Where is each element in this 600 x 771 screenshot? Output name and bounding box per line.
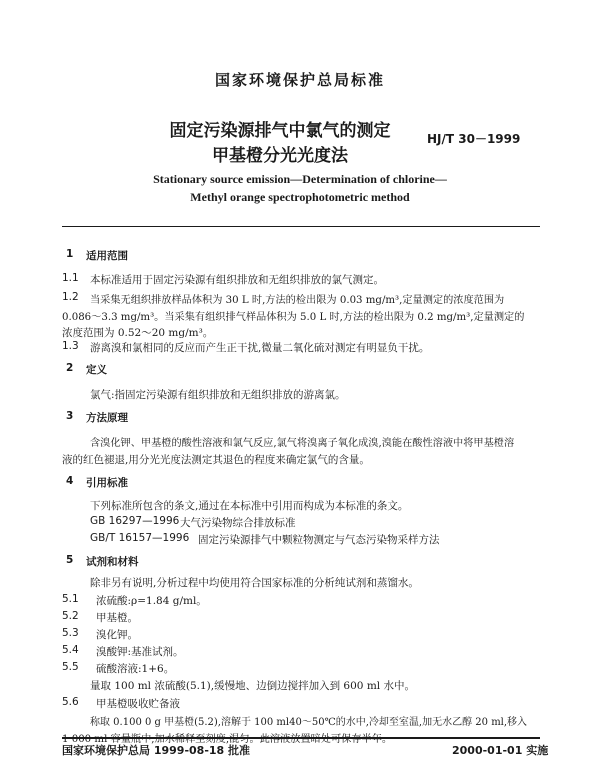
section-3-title: 方法原理 [86,412,128,424]
item-5-6-number: 5.6 [62,696,79,708]
item-1-1-number: 1.1 [62,272,79,284]
item-1-3-number: 1.3 [62,340,79,352]
item-5-4-number: 5.4 [62,644,79,656]
item-1-2-line1: 当采集无组织排放样品体积为 30 L 时,方法的检出限为 0.03 mg/m³,定量测定的浓度范围为 [90,295,505,306]
reference-2-title: 固定污染源排气中颗粒物测定与气态污染物采样方法 [198,534,440,546]
item-5-3-text: 溴化钾。 [96,629,138,641]
english-title-line2: Methyl orange spectrophotometric method [190,190,410,204]
document-title-line1: 固定污染源排气中氯气的测定 [169,121,391,141]
standard-code: HJ/T 30－1999 [427,132,521,146]
section-3-line1: 含溴化钾、甲基橙的酸性溶液和氯气反应,氯气将溴离子氧化成溴,溴能在酸性溶液中将甲基橙溶 [90,438,515,449]
item-1-1-text: 本标准适用于固定污染源有组织排放和无组织排放的氯气测定。 [90,274,384,286]
section-5-number: 5 [66,554,74,566]
reference-2-code: GB/T 16157—1996 [90,532,190,544]
section-1-title: 适用范围 [86,250,128,262]
standard-series-title: 国家环境保护总局标准 [214,71,385,89]
section-5-intro: 除非另有说明,分析过程中均使用符合国家标准的分析纯试剂和蒸馏水。 [90,577,419,589]
header-divider [62,226,540,227]
item-5-5-number: 5.5 [62,661,79,673]
effective-date: 2000-01-01 实施 [452,744,549,757]
item-1-2-line2: 0.086～3.3 mg/m³。当采集有组织排气样品体积为 5.0 L 时,方法的检出限为 0.2 mg/m³,定量测定的 [62,312,525,323]
item-5-1-text: 浓硫酸:ρ=1.84 g/ml。 [96,595,207,607]
section-2-number: 2 [66,362,74,374]
item-5-6-text: 甲基橙吸收贮备液 [96,698,180,710]
item-5-4-text: 溴酸钾:基准试剂。 [96,646,184,658]
item-1-3-text: 游离溴和氯相同的反应而产生正干扰,微量二氧化硫对测定有明显负干扰。 [90,342,430,354]
item-5-2-number: 5.2 [62,610,79,622]
section-4-intro: 下列标准所包含的条文,通过在本标准中引用而构成为本标准的条文。 [90,500,409,512]
item-5-5-text: 硫酸溶液:1+6。 [96,663,175,675]
section-1-number: 1 [66,248,74,260]
approval-date: 国家环境保护总局 1999-08-18 批准 [62,744,251,757]
item-5-2-text: 甲基橙。 [96,612,138,624]
section-3-line2: 液的红色褪退,用分光光度法测定其退色的程度来确定氯气的含量。 [62,454,370,466]
reference-1-code: GB 16297—1996 [90,515,180,527]
item-5-1-number: 5.1 [62,593,79,605]
section-4-title: 引用标准 [86,477,128,489]
item-5-5-note: 量取 100 ml 浓硫酸(5.1),缓慢地、边倒边搅拌加入到 600 ml 水中。 [90,680,415,692]
section-2-text: 氯气:指固定污染源有组织排放和无组织排放的游离氯。 [90,389,346,401]
section-2-title: 定义 [86,364,107,376]
section-4-number: 4 [66,475,74,487]
reference-1-title: 大气污染物综合排放标准 [180,517,296,529]
footer-divider [62,737,540,739]
item-5-6-line2: 1 000 ml 容量瓶中,加水稀释至刻度,混匀。此溶液放置暗处可保存半年。 [62,734,393,745]
section-3-number: 3 [66,410,74,422]
item-1-2-line3: 浓度范围为 0.52～20 mg/m³。 [62,327,214,339]
item-5-6-line1: 称取 0.100 0 g 甲基橙(5.2),溶解于 100 ml40～50℃的水中,冷却至室温,加无水乙醇 20 ml,移入 [90,717,528,728]
item-5-3-number: 5.3 [62,627,79,639]
item-1-2-number: 1.2 [62,291,79,303]
document-title-line2: 甲基橙分光光度法 [212,146,348,166]
english-title-line1: Stationary source emission—Determination of chlorine— [153,172,447,186]
section-5-title: 试剂和材料 [86,556,139,568]
